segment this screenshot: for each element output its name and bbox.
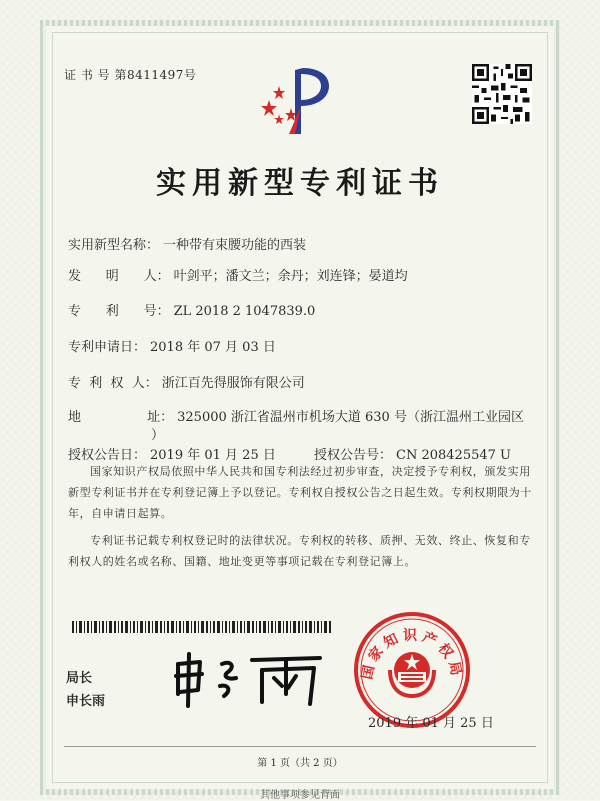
certificate-title: 实用新型专利证书 [156,166,444,201]
field-value: CN 208425547 U [396,448,511,463]
field-value: 2018 年 07 月 03 日 [150,340,276,355]
field-label: 实用新型名称： [68,238,160,253]
statement-paragraph-2: 专利证书记载专利权登记时的法律状况。专利权的转移、质押、无效、终止、恢复和专利权人的姓名或名称、国籍、地址变更等事项记载在专利登记簿上。 [68,534,531,568]
field-label: 授权公告日： [68,448,147,463]
field-application-date [68,336,276,355]
statement-paragraph-1: 国家知识产权局依照中华人民共和国专利法经过初步审查，决定授予专利权，颁发实用新型专利证书并在专利登记簿上予以登记。专利权自授权公告之日起生效。专利权期限为十年，自申请日起算。 [68,465,532,520]
security-strip [72,621,332,633]
field-value: 浙江百先得服饰有限公司 [161,376,305,391]
field-value: 2019 年 01 月 25 日 [150,448,276,463]
field-patentee [68,372,305,391]
seal-text: 国家知识产权局 [359,628,465,682]
field-patent-number [68,300,315,319]
cnipa-logo-icon [255,62,335,142]
field-value: ZL 2018 2 1047839.0 [173,304,316,319]
field-value: 325000 浙江省温州市机场大道 630 号（浙江温州工业园区 [177,410,524,425]
seal-date: 2019 年 01 月 25 日 [368,716,494,731]
field-label: 授权公告号： [314,448,393,463]
divider [64,746,536,747]
footer-note: 其他事项参见背面 [260,790,340,801]
field-label: 专 利 号： [68,304,170,319]
certificate-number: 证 书 号 第8411497号 [64,68,197,82]
field-label: 专利申请日： [68,340,147,355]
field-label: 专 利 权 人： [68,376,158,391]
field-value: 叶剑平；潘文兰；余丹；刘连锋；晏道均 [173,269,408,284]
field-label: 地 址： [68,410,174,425]
field-address-cont [147,424,164,443]
qr-code-icon [472,64,532,124]
signatory-name: 申长雨 [66,694,106,709]
field-label: 发 明 人： [68,269,170,284]
handwritten-signature [170,650,330,710]
field-inventors [68,265,408,284]
signatory-title: 局长 [66,671,93,686]
page-number: 第 1 页（共 2 页） [257,758,343,769]
field-value: ） [151,428,165,443]
field-address [68,406,524,425]
field-value: 一种带有束腰功能的西装 [163,238,307,253]
field-utility-model-name [68,234,306,253]
